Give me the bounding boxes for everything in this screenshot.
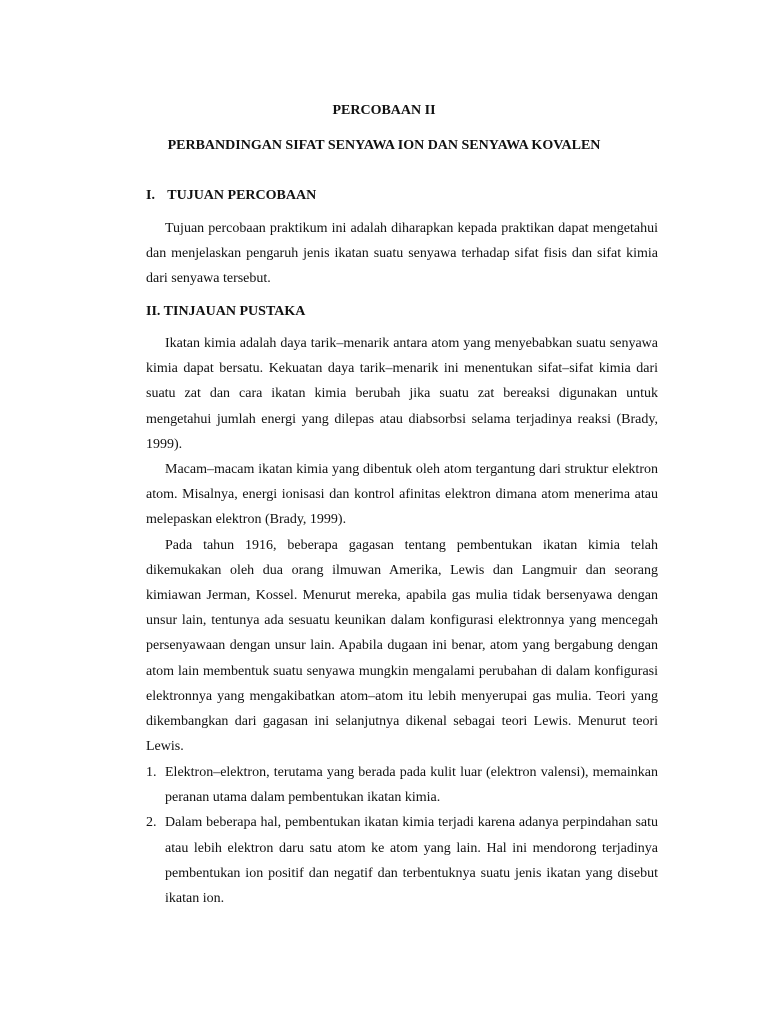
- document-title: PERCOBAAN II: [332, 103, 436, 118]
- section-heading-tinjauan: [146, 302, 305, 322]
- numbered-list: [146, 760, 658, 911]
- paragraph: Tujuan percobaan praktikum ini adalah diharapkan kepada praktikan dapat mengetahui dan menjelaskan pengaruh jenis ikatan suatu senyawa terhadap sifat fisis dan sifat kimia dari senyawa tersebut.: [146, 221, 658, 287]
- section-heading-label: TINJAUAN PUSTAKA: [163, 304, 306, 319]
- paragraph: Pada tahun 1916, beberapa gagasan tentang pembentukan ikatan kimia telah dikemukakan oleh dua orang ilmuwan Amerika, Lewis dan Langmuir dan seorang kimiawan Jerman, Kossel. Menurut mereka, apabila gas mulia tidak bersenyawa dengan unsur lain, tentunya ada sesuatu keunikan dalam konfigurasi elektronnya yang mencegah persenyawaan dengan unsur lain. Apabila dugaan ini benar, atom yang bergabung dengan atom lain membentuk suatu senyawa mungkin mengalami perubahan di dalam konfigurasi elektronnya yang mengakibatkan atom–atom itu lebih menyerupai gas mulia. Teori yang dikembangkan dari gagasan ini selanjutnya dikenal sebagai teori Lewis. Menurut teori Lewis.: [146, 537, 658, 755]
- paragraph: Macam–macam ikatan kimia yang dibentuk oleh atom tergantung dari struktur elektron atom. Misalnya, energi ionisasi dan kontrol afinitas elektron dimana atom menerima atau melepaskan elektron (Brady, 1999).: [146, 462, 658, 528]
- list-item-number: 1.: [146, 765, 157, 780]
- list-item: [146, 760, 658, 810]
- section-number: II.: [146, 304, 161, 319]
- list-item-text: Elektron–elektron, terutama yang berada pada kulit luar (elektron valensi), memainkan peranan utama dalam pembentukan ikatan kimia.: [165, 765, 658, 806]
- paragraph: Ikatan kimia adalah daya tarik–menarik antara atom yang menyebabkan suatu senyawa kimia dapat bersatu. Kekuatan daya tarik–menarik ini menentukan sifat–sifat kimia dari suatu zat dan cara ikatan kimia berubah jika suatu zat bereaksi digunakan untuk mengetahui jumlah energi yang dilepas atau diabsorbsi selama terjadinya reaksi (Brady, 1999).: [146, 336, 658, 452]
- section-body-tinjauan: [146, 331, 658, 759]
- section-heading-label: TUJUAN PERCOBAAN: [167, 188, 317, 203]
- section-heading-tujuan: [146, 186, 316, 206]
- list-item-number: 2.: [146, 815, 157, 831]
- section-body-tujuan: [146, 216, 658, 292]
- list-item-text: Dalam beberapa hal, pembentukan ikatan kimia terjadi karena adanya perpindahan satu atau lebih elektron daru satu atom ke atom yang lain. Hal ini mendorong terjadinya pembentukan ion positif dan negatif dan terbentuknya suatu jenis ikatan yang disebut ikatan ion.: [165, 815, 658, 907]
- section-number: I.: [146, 188, 155, 203]
- document-subtitle: PERBANDINGAN SIFAT SENYAWA ION DAN SENYAWA KOVALEN: [167, 138, 601, 153]
- list-item: [146, 810, 658, 911]
